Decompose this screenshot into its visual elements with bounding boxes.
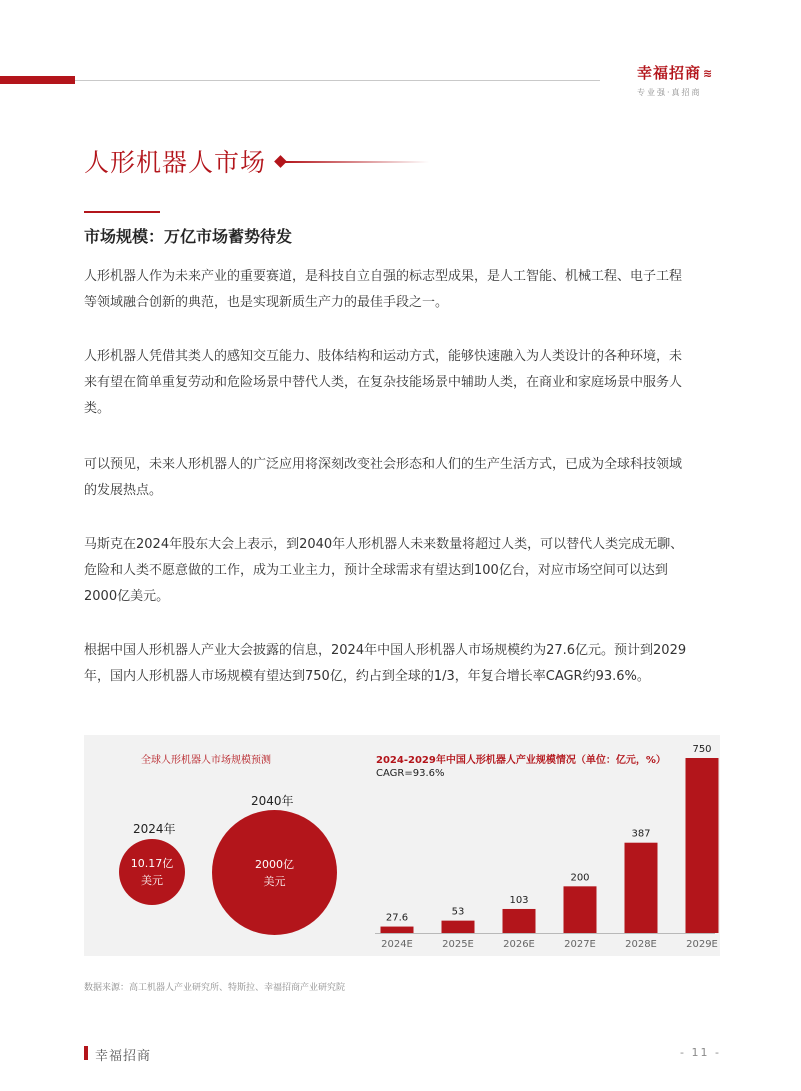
global-year-2024: 2024年 — [133, 822, 176, 836]
global-bubble-2024 — [119, 839, 185, 905]
data-label-2024E: 27.6 — [385, 912, 409, 924]
header-divider — [75, 80, 600, 81]
logo-name: 幸福招商 — [637, 64, 702, 82]
bubble-unit: 美元 — [141, 874, 163, 887]
bar-2029E — [686, 758, 719, 933]
page-title: 人形机器人市场 — [84, 148, 267, 177]
bar-2027E — [564, 886, 597, 933]
brand-logo — [637, 62, 727, 98]
x-tick-2025E: 2025E — [442, 939, 474, 950]
bubble-value: 10.17亿 — [130, 857, 174, 870]
footer-accent-bar — [84, 1046, 88, 1060]
paragraph-5: 根据中国人形机器人产业大会披露的信息，2024年中国人形机器人市场规模约为27.6亿元。预计到2029 年，国内人形机器人市场规模有望达到750亿，约占到全球的1/3，年复合增长率CAGR约93.6%。 — [84, 643, 687, 684]
global-chart-title: 全球人形机器人市场规模预测 — [141, 755, 271, 766]
x-tick-2028E: 2028E — [625, 939, 657, 950]
data-label-2028E: 387 — [631, 828, 651, 840]
x-tick-2027E: 2027E — [564, 939, 596, 950]
paragraph-2: 人形机器人凭借其类人的感知交互能力、肢体结构和运动方式，能够快速融入为人类设计的各种环境，未 来有望在简单重复劳动和危险场景中替代人类，在复杂技能场景中辅助人类，在商业和家庭场景中服务人 类。 — [84, 349, 683, 416]
bar-2025E — [442, 921, 475, 933]
paragraph-3: 可以预见，未来人形机器人的广泛应用将深刻改变社会形态和人们的生产生活方式，已成为全球科技领域 的发展热点。 — [84, 457, 683, 498]
bar-2026E — [503, 909, 536, 933]
paragraph-1: 人形机器人作为未来产业的重要赛道，是科技自立自强的标志型成果，是人工智能、机械工程、电子工程 等领域融合创新的典范，也是实现新质生产力的最佳手段之一。 — [84, 269, 683, 310]
x-tick-2024E: 2024E — [381, 939, 413, 950]
global-bubble-2040 — [212, 810, 337, 935]
page-number: - 11 - — [680, 1046, 721, 1059]
logo-slogan: 专业强·真招商 — [637, 88, 702, 97]
global-year-2040: 2040年 — [251, 794, 294, 808]
section-accent-bar — [84, 211, 160, 213]
cagr-annotation: CAGR=93.6% — [376, 768, 445, 779]
bar-2024E — [381, 927, 414, 933]
title-decor-line — [284, 161, 429, 163]
logo-mark-icon: ≋ — [703, 67, 714, 80]
x-tick-2029E: 2029E — [686, 939, 718, 950]
section-title: 市场规模：万亿市场蓄势待发 — [84, 227, 293, 246]
x-tick-2026E: 2026E — [503, 939, 535, 950]
data-label-2027E: 200 — [570, 872, 590, 884]
footer-brand: 幸福招商 — [95, 1049, 152, 1064]
data-label-2026E: 103 — [509, 894, 529, 906]
bar-chart — [370, 735, 720, 956]
bubble-value: 2000亿 — [255, 857, 294, 871]
data-label-2029E: 750 — [692, 744, 712, 755]
paragraph-4: 马斯克在2024年股东大会上表示，到2040年人形机器人未来数量将超过人类，可以替代人类完成无聊、 危险和人类不愿意做的工作，成为工业主力，预计全球需求有望达到100亿台，对应市场空间可以达到 2000亿美元。 — [84, 537, 684, 604]
data-source-note: 数据来源：高工机器人产业研究所、特斯拉、幸福招商产业研究院 — [84, 983, 346, 993]
bar-chart-title: 2024-2029年中国人形机器人产业规模情况（单位：亿元，%） — [376, 755, 666, 766]
data-label-2025E: 53 — [451, 906, 465, 918]
bubble-unit: 美元 — [263, 874, 286, 888]
bar-2028E — [625, 843, 658, 933]
header-accent-bar — [0, 76, 75, 84]
